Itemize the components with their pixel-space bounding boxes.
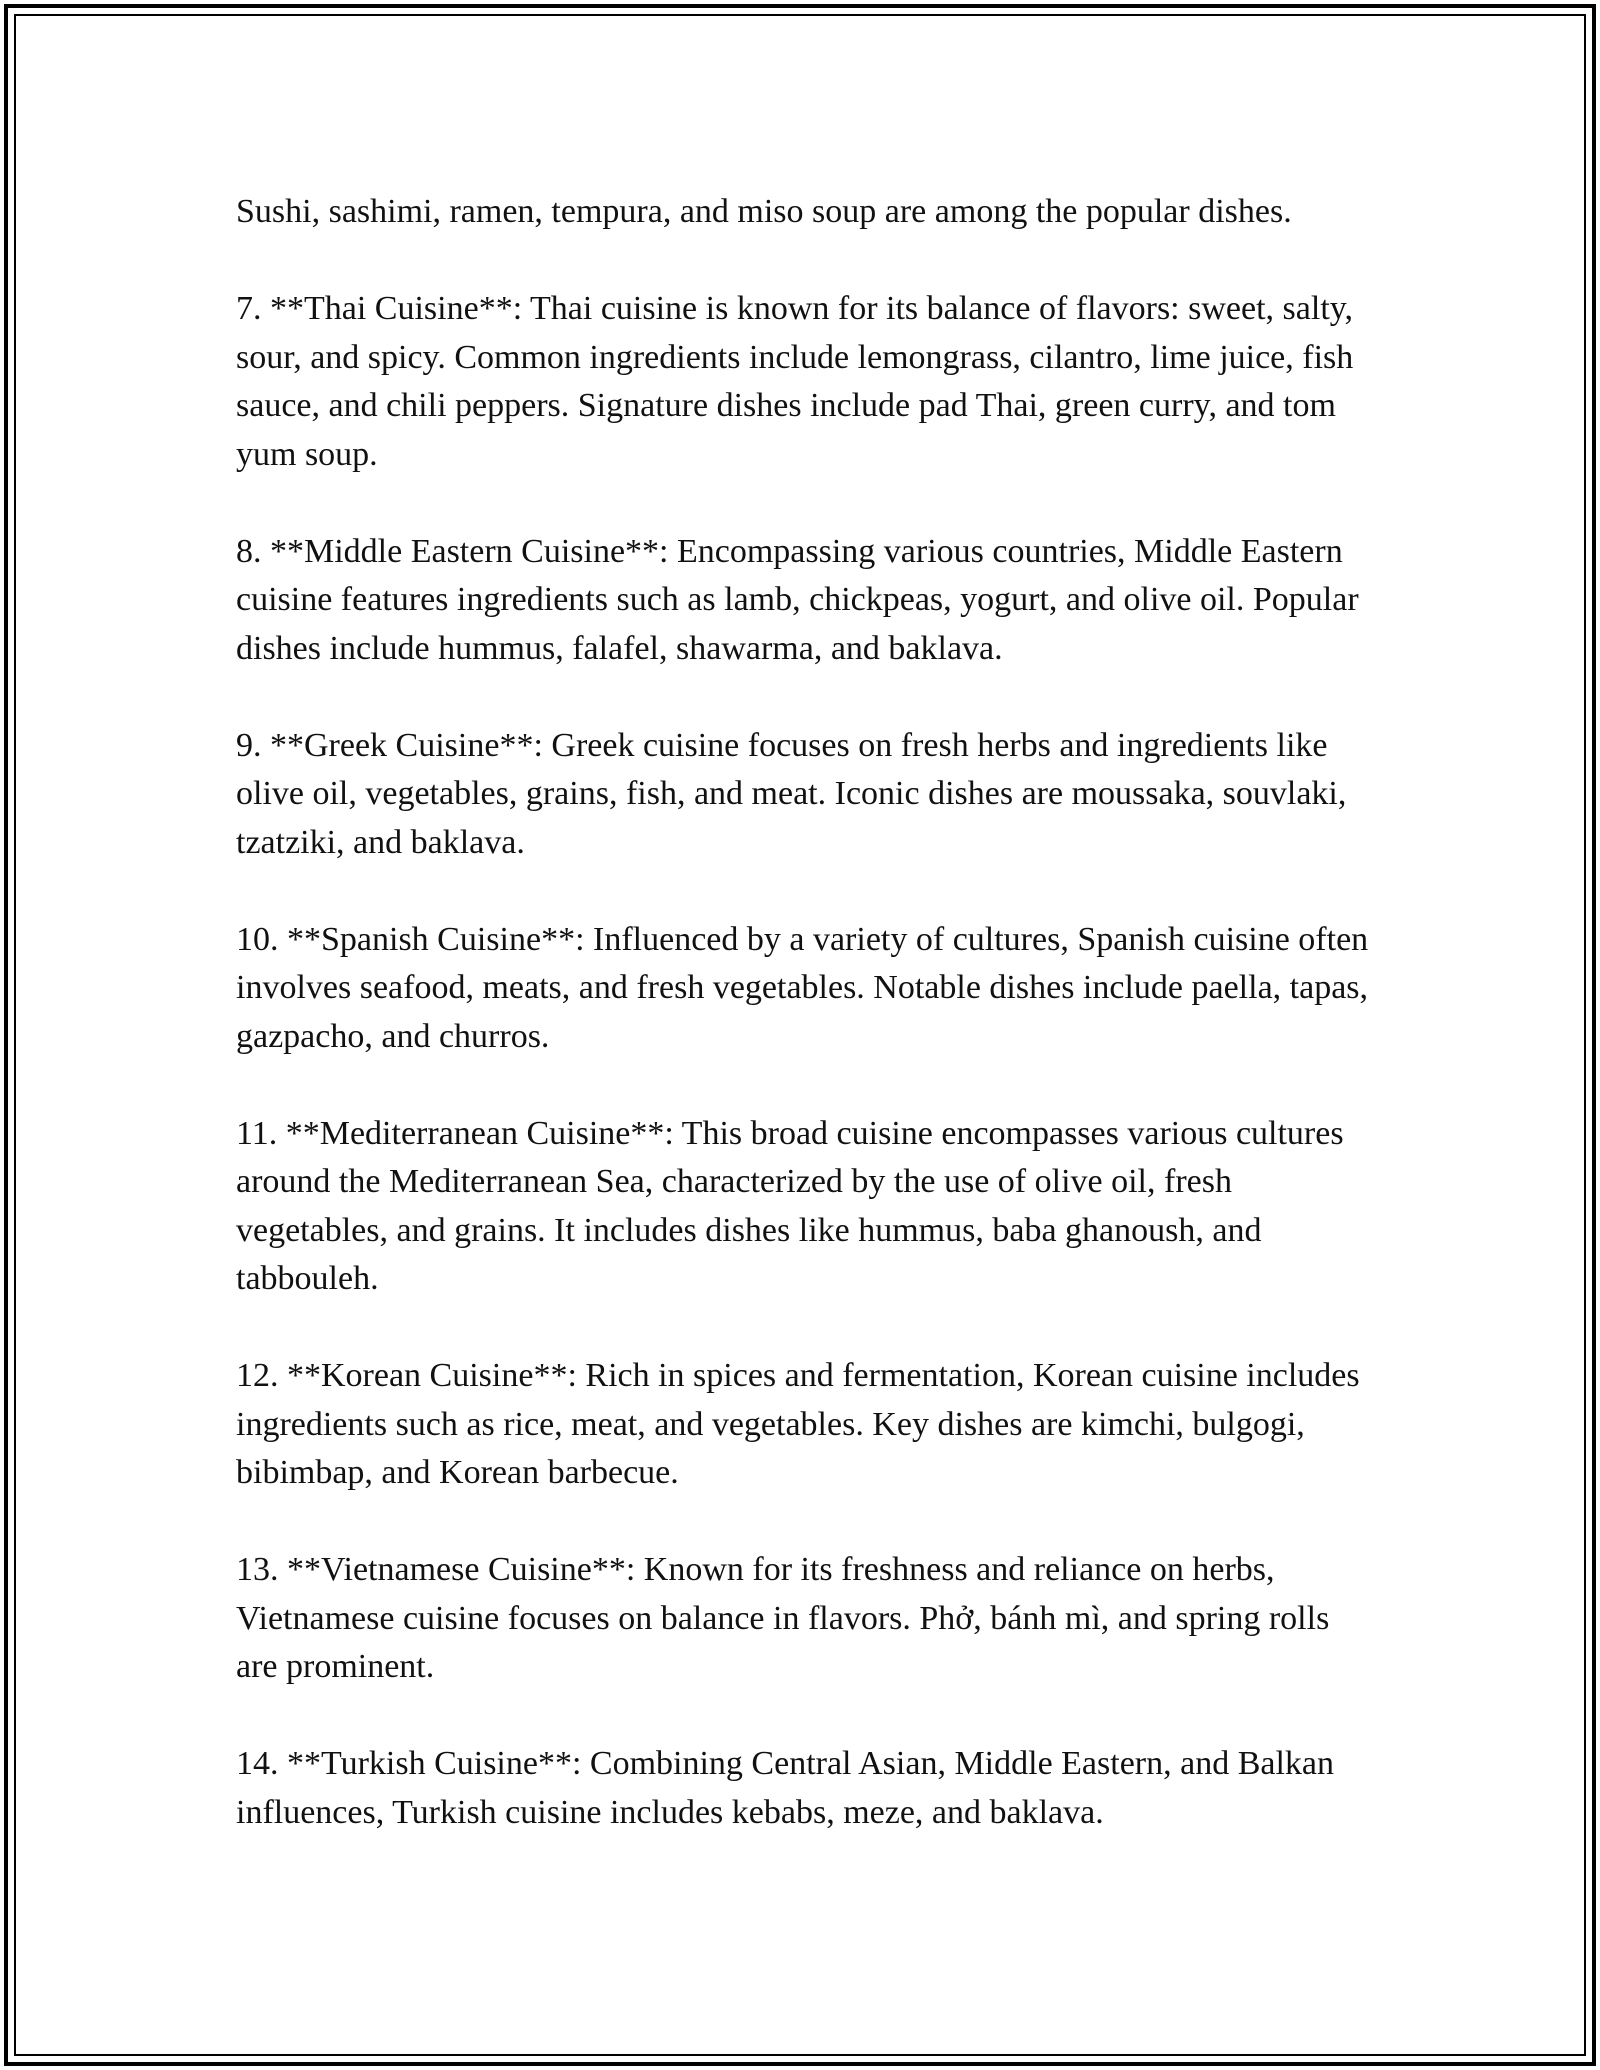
paragraph-greek-cuisine: 9. **Greek Cuisine**: Greek cuisine focuses on fresh herbs and ingredients like olive oil, vegetables, grains, fish, and meat. Iconic dishes are moussaka, souvlaki, tzatziki, and baklava.	[236, 726, 1347, 861]
paragraph-middle-eastern-cuisine: 8. **Middle Eastern Cuisine**: Encompassing various countries, Middle Eastern cuisine features ingredients such as lamb, chickpeas, yogurt, and olive oil. Popular dishes include hummus, falafel, shawarma, and baklava.	[236, 532, 1359, 667]
paragraph-japanese-dishes: Sushi, sashimi, ramen, tempura, and miso soup are among the popular dishes.	[236, 193, 1292, 230]
paragraph-korean-cuisine: 12. **Korean Cuisine**: Rich in spices and fermentation, Korean cuisine includes ingredients such as rice, meat, and vegetables. Key dishes are kimchi, bulgogi, bibimbap, and Korean barbecue.	[236, 1357, 1360, 1491]
paragraph-mediterranean-cuisine: 11. **Mediterranean Cuisine**: This broad cuisine encompasses various cultures around the Mediterranean Sea, characterized by the use of olive oil, fresh vegetables, and grains. It includes dishes like hummus, baba ghanoush, and tabbouleh.	[236, 1114, 1344, 1297]
paragraph-turkish-cuisine: 14. **Turkish Cuisine**: Combining Central Asian, Middle Eastern, and Balkan influences, Turkish cuisine includes kebabs, meze, and baklava.	[236, 1745, 1335, 1831]
paragraph-spanish-cuisine: 10. **Spanish Cuisine**: Influenced by a variety of cultures, Spanish cuisine often involves seafood, meats, and fresh vegetables. Notable dishes include paella, tapas, gazpacho, and churros.	[236, 920, 1369, 1055]
paragraph-thai-cuisine: 7. **Thai Cuisine**: Thai cuisine is known for its balance of flavors: sweet, salty, sour, and spicy. Common ingredients include lemongrass, cilantro, lime juice, fish sauce, and chili peppers. Signature dishes include pad Thai, green curry, and tom yum soup.	[236, 290, 1354, 473]
paragraph-vietnamese-cuisine: 13. **Vietnamese Cuisine**: Known for its freshness and reliance on herbs, Vietnamese cuisine focuses on balance in flavors. Phở, bánh mì, and spring rolls are prominent.	[236, 1551, 1330, 1685]
document-body	[236, 188, 1376, 1837]
